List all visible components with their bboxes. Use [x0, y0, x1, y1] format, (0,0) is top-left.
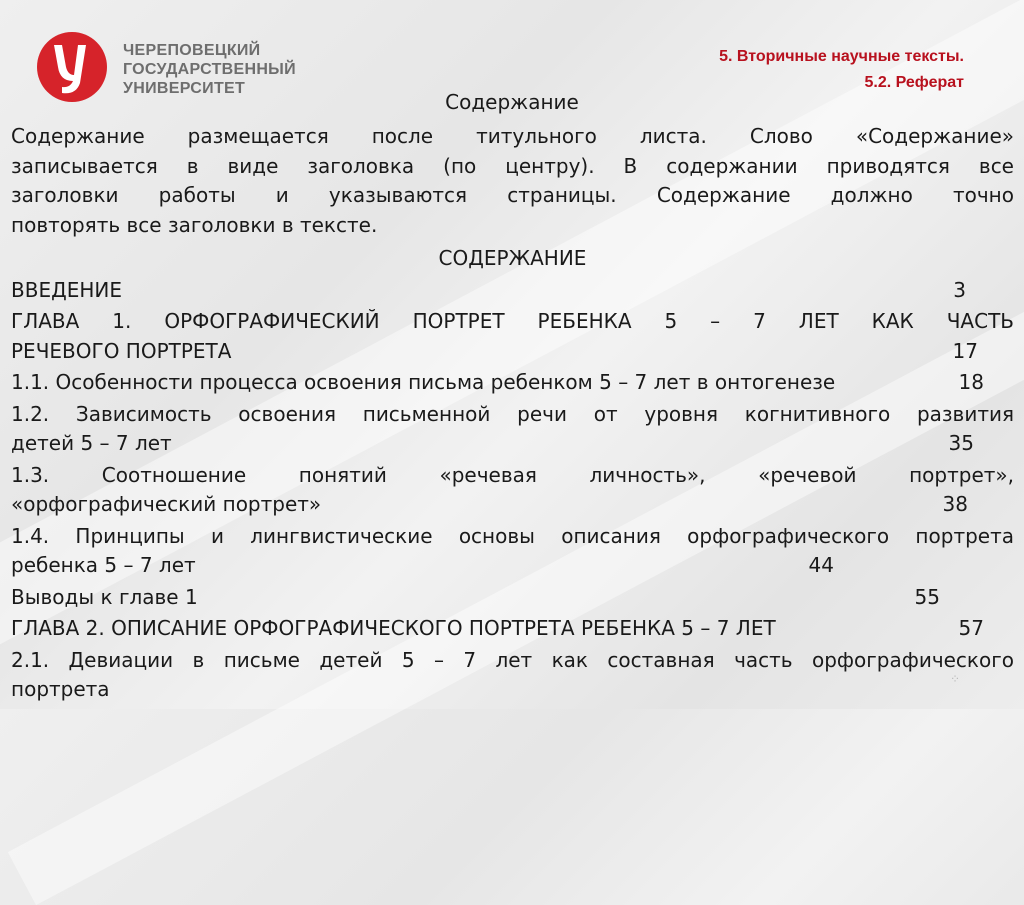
intro-line: Содержание размещается после титульного листа. Слово «Содержание»	[11, 124, 1014, 148]
toc-entry-introduction	[11, 276, 1014, 306]
toc-entry-title-cont: детей 5 – 7 лет	[11, 431, 172, 455]
toc-list	[11, 276, 1014, 705]
toc-entry-chapter-1	[11, 307, 1014, 366]
toc-entry-chapter-2	[11, 614, 1014, 644]
intro-line: заголовки работы и указываются страницы. Содержание должно точно	[11, 183, 1014, 207]
toc-entry-title-cont: РЕЧЕВОГО ПОРТРЕТА	[11, 338, 232, 363]
toc-entry-page: 57	[958, 616, 984, 640]
toc-entry-title: Выводы к главе 1	[11, 584, 198, 609]
intro-line: записывается в виде заголовка (по центру). В содержании приводятся все	[11, 153, 1014, 178]
subsection-title: 5.2. Реферат	[864, 74, 964, 91]
toc-entry-page: 38	[942, 492, 968, 516]
toc-entry-title-cont: «орфографический портрет»	[11, 492, 322, 516]
loading-dots-icon: ⁘	[949, 672, 960, 686]
toc-entry-title-cont: портрета	[11, 677, 110, 701]
toc-heading: СОДЕРЖАНИЕ	[438, 246, 587, 270]
university-name-line: ГОСУДАРСТВЕННЫЙ	[123, 61, 296, 78]
section-title: 5. Вторичные научные тексты.	[719, 48, 964, 65]
toc-entry-title: 1.1. Особенности процесса освоения письма ребенком 5 – 7 лет в онтогенезе	[11, 370, 836, 394]
toc-entry-page: 55	[914, 584, 940, 609]
toc-entry-page: 44	[808, 553, 834, 577]
toc-entry-page: 17	[952, 338, 978, 363]
toc-entry-title: 1.2. Зависимость освоения письменной речи от уровня когнитивного развития	[11, 401, 1014, 426]
intro-line: повторять все заголовки в тексте.	[11, 212, 378, 237]
university-name-line: ЧЕРЕПОВЕЦКИЙ	[123, 42, 261, 59]
toc-entry-2-1	[11, 646, 1014, 705]
toc-entry-1-2	[11, 400, 1014, 459]
toc-entry-page: 3	[953, 277, 966, 302]
toc-entry-page: 18	[958, 370, 984, 394]
toc-entry-page: 35	[948, 431, 974, 455]
toc-entry-title: 1.3. Соотношение понятий «речевая личность», «речевой портрет»,	[11, 462, 1014, 487]
toc-entry-1-1	[11, 368, 1014, 398]
intro-paragraph	[11, 122, 1014, 240]
toc-entry-title-cont: ребенка 5 – 7 лет	[11, 553, 196, 577]
toc-entry-title: ГЛАВА 2. ОПИСАНИЕ ОРФОГРАФИЧЕСКОГО ПОРТРЕТА РЕБЕНКА 5 – 7 ЛЕТ	[11, 616, 776, 640]
slide-body	[11, 122, 1014, 705]
slide-subtitle: Содержание	[445, 90, 579, 114]
toc-entry-1-4	[11, 522, 1014, 581]
toc-entry-title: 1.4. Принципы и лингвистические основы описания орфографического портрета	[11, 523, 1014, 548]
toc-entry-title: ВВЕДЕНИЕ	[11, 277, 122, 302]
university-name-line: УНИВЕРСИТЕТ	[123, 80, 246, 97]
toc-entry-1-3	[11, 461, 1014, 520]
toc-entry-title: 2.1. Девиации в письме детей 5 – 7 лет как составная часть орфографического	[11, 647, 1014, 672]
toc-entry-title: ГЛАВА 1. ОРФОГРАФИЧЕСКИЙ ПОРТРЕТ РЕБЕНКА 5 – 7 ЛЕТ КАК ЧАСТЬ	[11, 309, 1014, 333]
toc-entry-conclusions-1	[11, 583, 1014, 613]
